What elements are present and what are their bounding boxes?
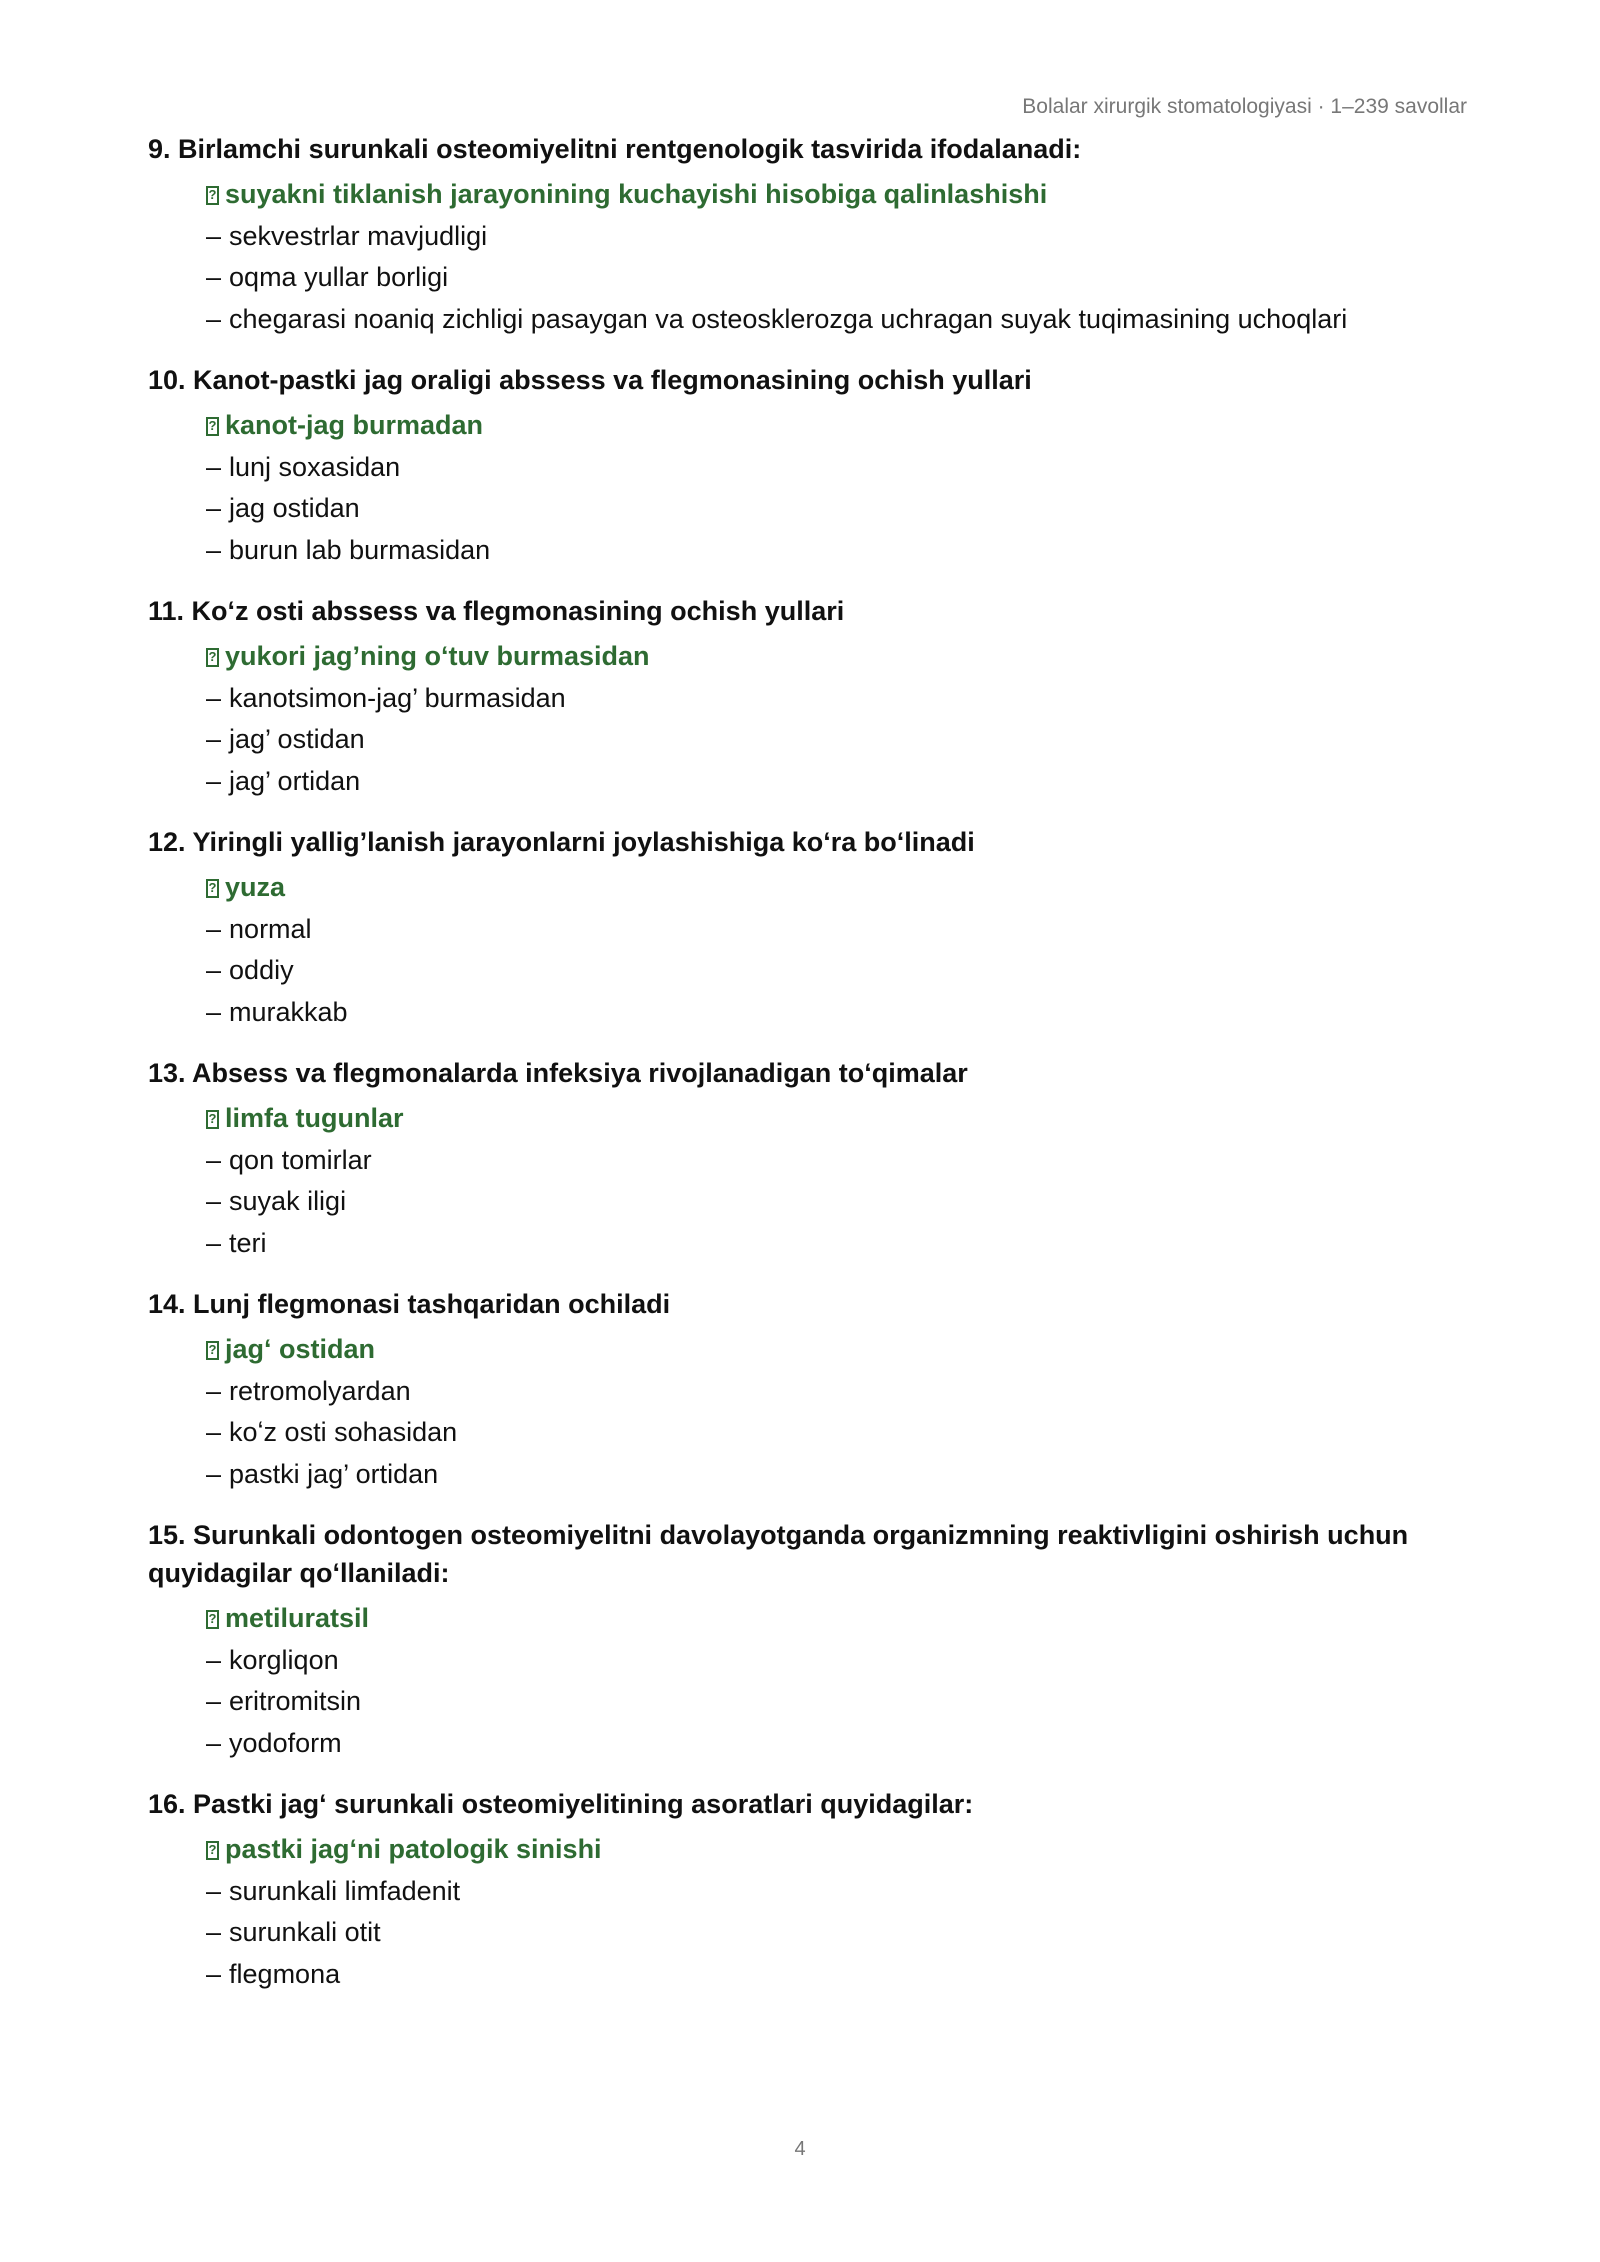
dash-bullet: – bbox=[206, 303, 222, 334]
dash-bullet: – bbox=[206, 493, 222, 523]
correct-answer bbox=[206, 636, 1468, 678]
answer-option bbox=[206, 1681, 1468, 1723]
answer-option-text: retromolyardan bbox=[229, 1375, 411, 1406]
dash-bullet: – bbox=[206, 534, 222, 565]
correct-answer-text: metiluratsil bbox=[225, 1603, 370, 1633]
answer-option-text: jag ostidan bbox=[229, 493, 360, 523]
correct-answer-text: yukori jag’ning oʻtuv burmasidan bbox=[225, 641, 650, 671]
question-list bbox=[148, 130, 1468, 2016]
answer-option-text: murakkab bbox=[229, 996, 348, 1027]
dash-bullet: – bbox=[206, 220, 222, 251]
question-item bbox=[148, 1054, 1468, 1264]
question-item bbox=[148, 823, 1468, 1033]
correct-answer-text: kanot-jag burmadan bbox=[225, 410, 484, 440]
dash-bullet: – bbox=[206, 1458, 222, 1489]
answer-option-text: pastki jag’ ortidan bbox=[229, 1458, 439, 1489]
correct-answer bbox=[206, 1098, 1468, 1140]
correct-answer-text: pastki jagʻni patologik sinishi bbox=[225, 1834, 602, 1864]
question-text: 14. Lunj flegmonasi tashqaridan ochiladi bbox=[148, 1289, 671, 1319]
answer-option-text: sekvestrlar mavjudligi bbox=[229, 220, 488, 251]
correct-answer-marker-icon bbox=[206, 1841, 219, 1860]
dash-bullet: – bbox=[206, 955, 222, 985]
answer-option-text: teri bbox=[229, 1227, 267, 1258]
dash-bullet: – bbox=[206, 765, 222, 796]
question-item bbox=[148, 361, 1468, 571]
answer-option bbox=[206, 1140, 1468, 1182]
correct-answer-marker-icon bbox=[206, 1610, 219, 1629]
answer-option-text: normal bbox=[229, 913, 312, 944]
question-text: 12. Yiringli yallig’lanish jarayonlarni joylashishiga koʻra boʻlinadi bbox=[148, 827, 975, 857]
question-text: 9. Birlamchi surunkali osteomiyelitni rentgenologik tasvirida ifodalanadi: bbox=[148, 134, 1082, 164]
answer-option bbox=[206, 1954, 1468, 1996]
answer-option bbox=[206, 1223, 1468, 1265]
dash-bullet: – bbox=[206, 1144, 222, 1175]
dash-bullet: – bbox=[206, 1375, 222, 1406]
answer-option bbox=[206, 1454, 1468, 1496]
correct-answer-text: jagʻ ostidan bbox=[225, 1334, 376, 1364]
answer-option-text: surunkali limfadenit bbox=[229, 1875, 461, 1906]
question-text: 16. Pastki jagʻ surunkali osteomiyelitining asoratlari quyidagilar: bbox=[148, 1789, 974, 1819]
answer-option-text: suyak iligi bbox=[229, 1186, 347, 1216]
dash-bullet: – bbox=[206, 724, 222, 754]
answer-option bbox=[206, 1723, 1468, 1765]
correct-answer bbox=[206, 867, 1468, 909]
answer-option bbox=[206, 1371, 1468, 1413]
answer-option bbox=[206, 530, 1468, 572]
answer-option bbox=[206, 299, 1468, 341]
correct-answer bbox=[206, 1329, 1468, 1371]
answer-option bbox=[206, 950, 1468, 992]
correct-answer-marker-icon bbox=[206, 879, 219, 898]
correct-answer-marker-icon bbox=[206, 186, 219, 205]
correct-answer-marker-icon bbox=[206, 417, 219, 436]
answer-option bbox=[206, 216, 1468, 258]
answer-option-text: chegarasi noaniq zichligi pasaygan va osteosklerozga uchragan suyak tuqimasining uchoqlari bbox=[229, 303, 1348, 334]
dash-bullet: – bbox=[206, 1958, 222, 1989]
question-item bbox=[148, 130, 1468, 340]
answer-option-text: eritromitsin bbox=[229, 1686, 362, 1716]
dash-bullet: – bbox=[206, 1644, 222, 1675]
dash-bullet: – bbox=[206, 1917, 222, 1947]
answer-option bbox=[206, 257, 1468, 299]
answer-option-text: koʻz osti sohasidan bbox=[229, 1417, 458, 1447]
dash-bullet: – bbox=[206, 1686, 222, 1716]
answer-option bbox=[206, 1871, 1468, 1913]
dash-bullet: – bbox=[206, 1727, 222, 1758]
answer-option bbox=[206, 678, 1468, 720]
answer-option bbox=[206, 447, 1468, 489]
answer-option bbox=[206, 488, 1468, 530]
correct-answer-marker-icon bbox=[206, 1110, 219, 1129]
correct-answer-marker-icon bbox=[206, 1341, 219, 1360]
question-text: 13. Absess va flegmonalarda infeksiya rivojlanadigan toʻqimalar bbox=[148, 1058, 968, 1088]
page-number: 4 bbox=[794, 2138, 806, 2160]
answer-option-text: surunkali otit bbox=[229, 1917, 381, 1947]
dash-bullet: – bbox=[206, 1417, 222, 1447]
answer-option-text: oqma yullar borligi bbox=[229, 262, 449, 292]
question-text: 15. Surunkali odontogen osteomiyelitni davolayotganda organizmning reaktivligini oshirish uchun quyidagilar qoʻllaniladi: bbox=[148, 1520, 1409, 1588]
answer-option-text: burun lab burmasidan bbox=[229, 534, 491, 565]
correct-answer bbox=[206, 174, 1468, 216]
correct-answer bbox=[206, 1598, 1468, 1640]
correct-answer-text: suyakni tiklanish jarayonining kuchayishi hisobiga qalinlashishi bbox=[225, 179, 1048, 209]
answer-option bbox=[206, 1640, 1468, 1682]
answer-option-text: lunj soxasidan bbox=[229, 451, 401, 482]
dash-bullet: – bbox=[206, 1227, 222, 1258]
dash-bullet: – bbox=[206, 451, 222, 482]
answer-option-text: korgliqon bbox=[229, 1644, 339, 1675]
answer-option bbox=[206, 719, 1468, 761]
dash-bullet: – bbox=[206, 1875, 222, 1906]
answer-option bbox=[206, 761, 1468, 803]
question-text: 10. Kanot-pastki jag oraligi abssess va flegmonasining ochish yullari bbox=[148, 365, 1032, 395]
dash-bullet: – bbox=[206, 913, 222, 944]
answer-option bbox=[206, 1412, 1468, 1454]
answer-option-text: jag’ ostidan bbox=[229, 724, 365, 754]
correct-answer bbox=[206, 405, 1468, 447]
correct-answer-text: limfa tugunlar bbox=[225, 1103, 404, 1133]
correct-answer-text: yuza bbox=[225, 872, 286, 902]
answer-option-text: flegmona bbox=[229, 1958, 341, 1989]
answer-option-text: kanotsimon-jag’ burmasidan bbox=[229, 682, 566, 713]
question-item bbox=[148, 1785, 1468, 1995]
answer-option bbox=[206, 909, 1468, 951]
question-item bbox=[148, 592, 1468, 802]
question-item bbox=[148, 1516, 1468, 1764]
answer-option-text: qon tomirlar bbox=[229, 1144, 372, 1175]
answer-option-text: jag’ ortidan bbox=[229, 765, 361, 796]
answer-option bbox=[206, 1181, 1468, 1223]
dash-bullet: – bbox=[206, 1186, 222, 1216]
answer-option bbox=[206, 992, 1468, 1034]
dash-bullet: – bbox=[206, 996, 222, 1027]
correct-answer-marker-icon bbox=[206, 648, 219, 667]
question-item bbox=[148, 1285, 1468, 1495]
question-text: 11. Koʻz osti abssess va flegmonasining ochish yullari bbox=[148, 596, 845, 626]
answer-option-text: yodoform bbox=[229, 1727, 342, 1758]
answer-option bbox=[206, 1912, 1468, 1954]
running-header: Bolalar xirurgik stomatologiyasi · 1–239 savollar bbox=[1022, 95, 1467, 118]
answer-option-text: oddiy bbox=[229, 955, 294, 985]
correct-answer bbox=[206, 1829, 1468, 1871]
dash-bullet: – bbox=[206, 262, 222, 292]
dash-bullet: – bbox=[206, 682, 222, 713]
